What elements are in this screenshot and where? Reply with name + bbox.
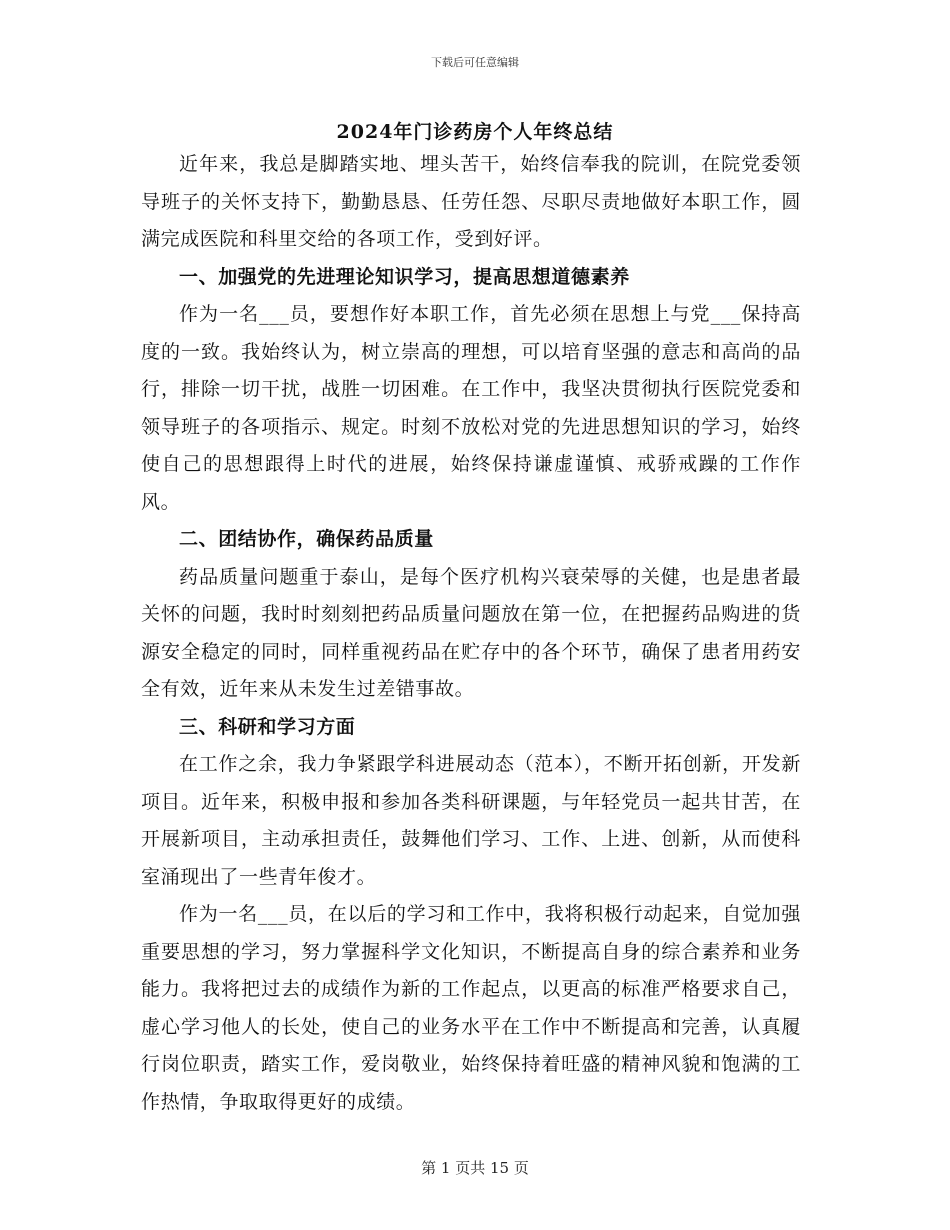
section-3-heading: 三、科研和学习方面 (179, 715, 356, 738)
document-body (141, 146, 801, 1121)
section-2-heading: 二、团结协作，确保药品质量 (179, 528, 434, 550)
closing-paragraph: 作为一名___员，在以后的学习和工作中，我将积极行动起来，自觉加强重要思想的学习，努力掌握科学文化知识，不断提高自身的综合素养和业务能力。我将把过去的成绩作为新的工作起点，以更高的标准严格要求自己，虚心学习他人的长处，使自己的业务水平在工作中不断提高和完善，认真履行岗位职责，踏实工作，爱岗敬业，始终保持着旺盛的精神风貌和饱满的工作热情，争取取得更好的成绩。 (141, 903, 801, 1113)
page-footer: 第 1 页共 15 页 (421, 1159, 529, 1177)
intro-paragraph: 近年来，我总是脚踏实地、埋头苦干，始终信奉我的院训，在院党委领导班子的关怀支持下，勤勤恳恳、任劳任怨、尽职尽责地做好本职工作，圆满完成医院和科里交给的各项工作，受到好评。 (141, 153, 801, 250)
document-title: 2024年门诊药房个人年终总结 (336, 121, 614, 143)
section-3-paragraph: 在工作之余，我力争紧跟学科进展动态（范本），不断开拓创新，开发新项目。近年来，积极申报和参加各类科研课题，与年轻党员一起共甘苦，在开展新项目，主动承担责任，鼓舞他们学习、工作、上进、创新，从而使科室涌现出了一些青年俊才。 (141, 753, 801, 888)
header-note: 下载后可任意编辑 (431, 56, 519, 69)
section-1-paragraph: 作为一名___员，要想作好本职工作，首先必须在思想上与党___保持高度的一致。我始终认为，树立崇高的理想，可以培育坚强的意志和高尚的品行，排除一切干扰，战胜一切困难。在工作中，我坚决贯彻执行医院党委和领导班子的各项指示、规定。时刻不放松对党的先进思想知识的学习，始终使自己的思想跟得上时代的进展，始终保持谦虚谨慎、戒骄戒躁的工作作风。 (141, 303, 801, 513)
section-1-heading: 一、加强党的先进理论知识学习，提高思想道德素养 (179, 265, 630, 288)
section-2-paragraph: 药品质量问题重于泰山，是每个医疗机构兴衰荣辱的关健，也是患者最关怀的问题，我时时刻刻把药品质量问题放在第一位，在把握药品购进的货源安全稳定的同时，同样重视药品在贮存中的各个环节，确保了患者用药安全有效，近年来从未发生过差错事故。 (141, 565, 801, 700)
